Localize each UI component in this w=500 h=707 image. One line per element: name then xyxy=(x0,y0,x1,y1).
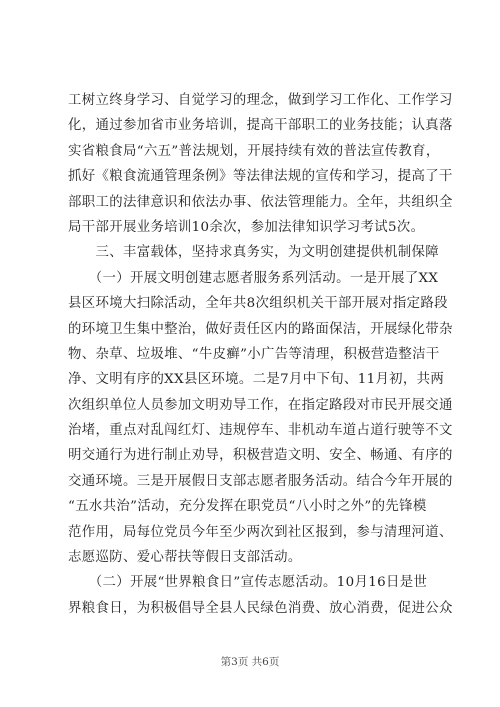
text-line: 部职工的法律意识和依法办事、依法管理能力。全年，共组织全 xyxy=(68,194,453,210)
text-line: （一）开展文明创建志愿者服务系列活动。一是开展了XX xyxy=(68,270,439,286)
text-line: 实省粮食局“六五”普法规划，开展持续有效的普法宣传教育， xyxy=(68,143,440,159)
text-line: 交通环境。三是开展假日支部志愿者服务活动。结合今年开展的 xyxy=(68,473,453,489)
text-line: 抓好《粮食流通管理条例》等法律法规的宣传和学习，提高了干 xyxy=(68,169,453,185)
text-line: 范作用，局每位党员今年至少两次到社区报到，参与清理河道、 xyxy=(68,524,453,540)
text-line: 工树立终身学习、自觉学习的理念，做到学习工作化、工作学习 xyxy=(68,93,453,108)
text-line: 明交通行为进行制止劝导，积极营造文明、安全、畅通、有序的 xyxy=(68,448,453,464)
text-line: 物、杂草、垃圾堆、“牛皮癣”小广告等清理，积极营造整洁干 xyxy=(68,346,440,362)
text-line: 次组织单位人员参加文明劝导工作，在指定路段对市民开展交通 xyxy=(68,397,453,413)
text-line: （二）开展“世界粮食日”宣传志愿活动。10月16日是世 xyxy=(68,575,428,591)
text-line: 化，通过参加省市业务培训，提高干部职工的业务技能；认真落 xyxy=(68,118,453,134)
section-heading: 三、丰富载体，坚持求真务实，为文明创建提供机制保障 xyxy=(68,245,439,261)
text-line: 县区环境大扫除活动，全年共8次组织机关干部开展对指定路段 xyxy=(68,296,448,312)
text-line: 治堵，重点对乱闯红灯、违规停车、非机动车道占道行驶等不文 xyxy=(68,423,453,439)
text-line: “五水共治”活动，充分发挥在职党员“八小时之外”的先锋模 xyxy=(68,499,427,515)
text-line: 的环境卫生集中整治，做好责任区内的路面保洁，开展绿化带杂 xyxy=(68,321,453,337)
text-line: 局干部开展业务培训10余次，参加法律知识学习考试5次。 xyxy=(68,219,425,235)
text-line: 净、文明有序的XX县区环境。二是7月中下旬、11月初，共两 xyxy=(68,372,445,388)
text-line: 界粮食日，为积极倡导全县人民绿色消费、放心消费，促进公众 xyxy=(68,600,453,616)
document-body xyxy=(68,88,453,621)
page-footer: 第3页 共6页 xyxy=(220,656,280,668)
text-line: 志愿巡防、爱心帮扶等假日支部活动。 xyxy=(68,550,302,566)
